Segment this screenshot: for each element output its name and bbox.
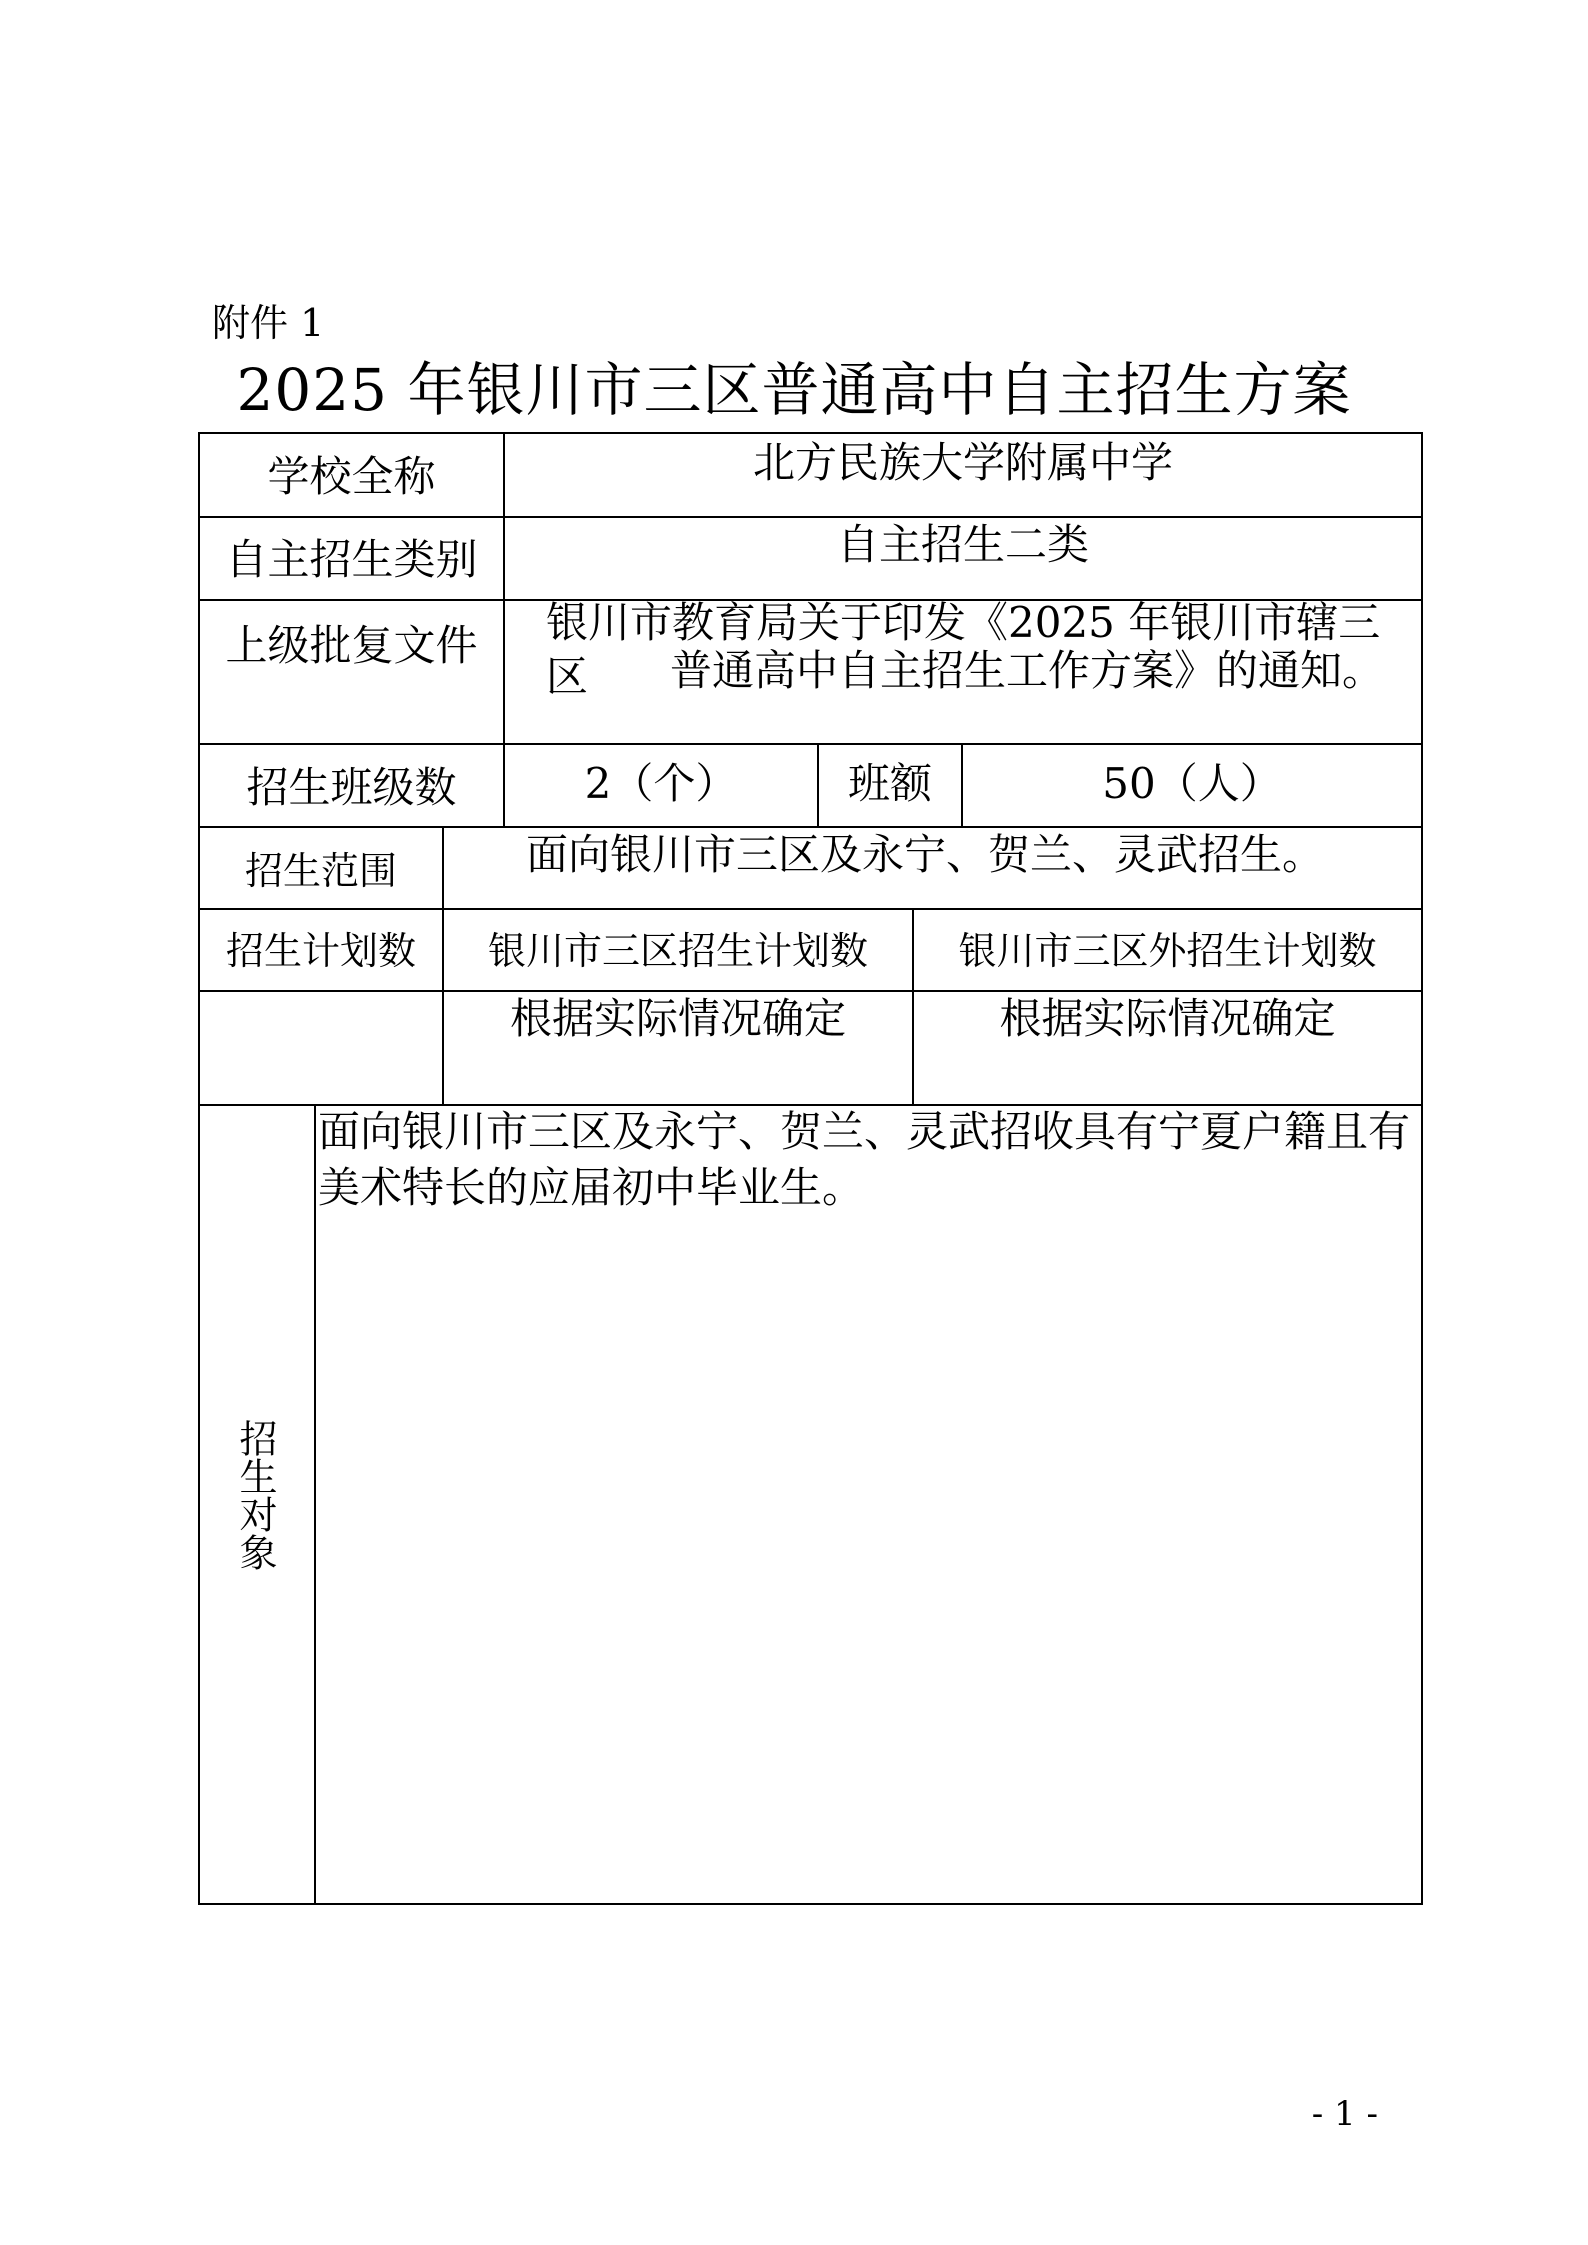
row-divider [200,743,1421,745]
class-count-label: 招生班级数 [246,763,457,812]
target-label: 招生对象 [233,1419,277,1571]
class-count-value: 2（个） [584,759,738,808]
approval-label: 上级批复文件 [225,621,478,670]
approval-value-line1: 银川市教育局关于印发《2025 年银川市辖三区 [546,598,1381,701]
plan-label: 招生计划数 [225,929,416,973]
admission-form-table [198,432,1423,1905]
plan-outer-value: 根据实际情况确定 [999,994,1336,1043]
page-title: 2025 年银川市三区普通高中自主招生方案 [236,356,1352,424]
class-size-label: 班额 [847,759,932,808]
scope-value: 面向银川市三区及永宁、贺兰、灵武招生。 [526,830,1325,879]
plan-outer-label: 银川市三区外招生计划数 [958,929,1377,973]
target-value: 面向银川市三区及永宁、贺兰、灵武招收具有宁夏户籍且有美术特长的应届初中毕业生。 [318,1107,1411,1212]
column-divider [314,1104,316,1905]
approval-value-line2: 普通高中自主招生工作方案》的通知。 [670,646,1385,695]
attachment-label: 附件 1 [212,301,325,345]
class-size-value: 50（人） [1102,759,1282,808]
plan-inner-label: 银川市三区招生计划数 [487,929,868,973]
category-value: 自主招生二类 [836,520,1089,569]
row-divider [200,908,1421,910]
school-name-value: 北方民族大学附属中学 [752,438,1173,487]
category-label: 自主招生类别 [225,535,478,584]
scope-label: 招生范围 [244,849,397,893]
page-number: - 1 - [1311,2094,1378,2134]
plan-inner-value: 根据实际情况确定 [509,994,846,1043]
school-name-label: 学校全称 [267,452,436,501]
